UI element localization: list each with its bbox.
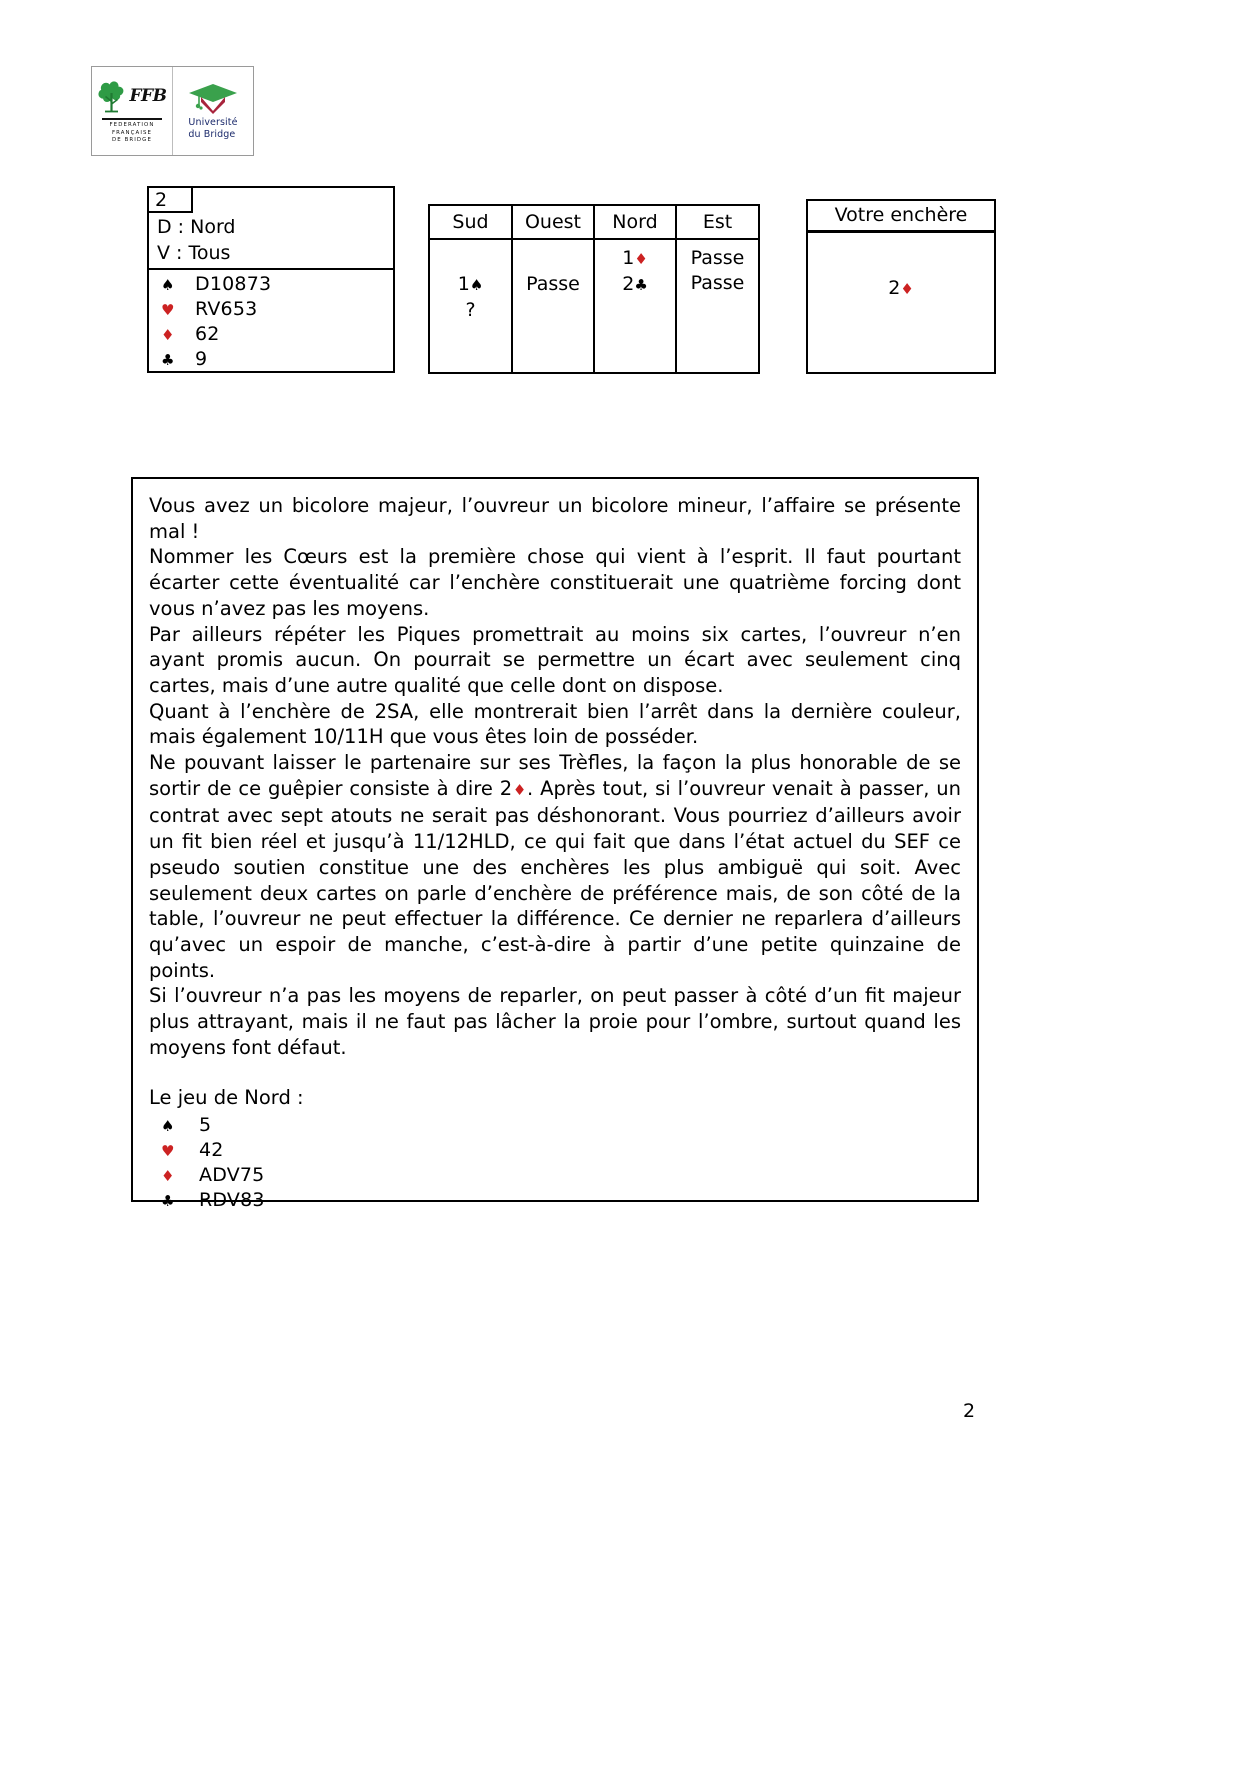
north-hand-row-spades [161,1113,961,1138]
page-number: 2 [963,1400,976,1422]
tree-icon [97,80,127,114]
spade-cards: D10873 [195,273,272,295]
ffb-logo-top [97,77,166,117]
north-hand-title: Le jeu de Nord : [149,1086,304,1110]
club-icon: ♣ [161,1192,175,1211]
diamond-cards: 62 [195,323,220,345]
university-name [188,117,237,139]
north-heart-cards: 42 [199,1139,224,1162]
deal-box [147,186,395,373]
bid-sud-1 [431,272,510,298]
commentary-paragraph-6: Si l’ouvreur n’a pas les moyens de reparler, on peut passer à côté d’un fit majeur plus attrayant, mais il ne faut pas lâcher la proie pour l’ombre, surtout quand les moyens font défaut. [149,984,961,1059]
bidding-header-sud: Sud [430,206,512,239]
commentary-box [131,477,979,1212]
your-bid-level: 2 [888,277,901,299]
north-hand-row-hearts [161,1138,961,1163]
north-hand-row-diamonds [161,1163,961,1188]
bidding-cell-ouest [512,239,594,372]
north-spade-cards: 5 [199,1114,212,1137]
commentary-paragraph-2: Nommer les Cœurs est la première chose qui vient à l’esprit. Il faut pourtant écarter cette éventualité car l’enchère constituerait une quatrième forcing dont vous n’avez pas les moyens. [149,545,961,620]
north-hand-row-clubs [161,1188,961,1213]
ffb-logo [92,67,173,155]
club-icon: ♣ [634,276,648,294]
spade-icon: ♠ [469,276,484,294]
spade-icon: ♠ [161,1117,175,1136]
diamond-icon: ♦ [161,1167,175,1186]
commentary-paragraph-4: Quant à l’enchère de 2SA, elle montrerait bien l’arrêt dans la dernière couleur, mais également 10/11H que vous êtes loin de posséder. [149,699,961,749]
your-bid-title: Votre enchère [808,201,994,233]
bidding-cell-nord [594,239,676,372]
diamond-icon: ♦ [512,780,528,799]
diamond-icon: ♦ [900,280,914,298]
your-bid-value [808,277,994,299]
bidding-table-body-row [430,239,758,372]
university-name-line-1: Université [188,117,238,129]
hand-row-spades [161,272,393,297]
graduation-cap-icon [187,82,239,117]
ffb-subtitle [109,122,154,145]
bid-est-2: Passe [690,272,745,294]
bidding-cell-est [676,239,758,372]
hand-row-clubs [161,347,393,372]
bidding-header-nord: Nord [594,206,676,239]
heart-icon: ♥ [161,1142,175,1161]
diamond-icon: ♦ [161,326,175,344]
hand-row-diamonds [161,322,393,347]
ffb-subtitle-line-2: FRANÇAISE [111,129,153,136]
bidding-cell-sud [430,239,512,372]
bidding-header-est: Est [676,206,758,239]
commentary-paragraph-5: Ne pouvant laisser le partenaire sur ses Trèfles, la façon la plus honorable de se sortir de ce guêpier consiste à dire 2♦. Après tout, si l’ouvreur venait à passer, un contrat avec sept atouts ne serait pas déshonorant. Vous pourriez d’ailleurs avoir un fit bien réel et jusqu’à 11/12HLD, ce qui fait que dans l’état actuel du SEF ce pseudo soutien constitue une des enchères les plus ambiguë qui soit. Avec seulement deux cartes on parle d’enchère de préférence mais, de son côté de la table, l’ouvreur ne peut effectuer la différence. Ce dernier ne reparlera d’ailleurs qu’avec un espoir de manche, c’est-à-dire à partir d’une petite quinzaine de points. [149,751,962,982]
bid-est-1: Passe [690,247,745,269]
heart-cards: RV653 [195,298,258,320]
ffb-subtitle-line-3: DE BRIDGE [112,137,152,144]
ffb-initials: FFB [129,86,167,107]
north-diamond-cards: ADV75 [199,1164,265,1187]
bid-sud-2: ? [465,299,476,321]
bid-nord-1-level: 1 [622,247,635,269]
bid-ouest-1: Passe [526,273,580,295]
club-cards: 9 [195,348,208,370]
spade-icon: ♠ [161,276,175,294]
north-hand [149,1113,961,1213]
commentary-paragraph-1: Vous avez un bicolore majeur, l’ouvreur un bicolore mineur, l’affaire se présente mal ! [149,494,961,543]
ffb-divider-rule [102,118,162,120]
diamond-icon: ♦ [634,250,648,268]
bid-nord-2-level: 2 [622,273,635,295]
club-icon: ♣ [161,351,175,369]
bidding-table [428,204,760,374]
south-hand [149,272,393,372]
bidding-table-header-row [430,206,758,239]
bid-nord-2 [596,272,674,298]
university-logo [173,67,253,155]
bid-nord-1 [596,246,674,272]
commentary-paragraph-3: Par ailleurs répéter les Piques promettrait au moins six cartes, l’ouvreur n’en ayant promis aucun. On pourrait se permettre un écart avec seulement cinq cartes, mais d’une autre qualité que celle dont on dispose. [149,622,961,697]
deal-header [149,213,393,270]
federation-logo-block [91,66,254,156]
bid-sud-1-level: 1 [457,273,470,295]
your-bid-box [806,199,996,374]
university-name-line-2: du Bridge [188,128,236,140]
dealer-line: D : Nord [157,216,236,238]
deal-number: 2 [147,186,193,213]
ffb-subtitle-line-1: FEDERATION [109,121,155,128]
north-club-cards: RDV83 [199,1189,265,1212]
vulnerability-line: V : Tous [157,242,231,264]
bidding-header-ouest: Ouest [512,206,594,239]
hand-row-hearts [161,297,393,322]
heart-icon: ♥ [161,301,175,319]
